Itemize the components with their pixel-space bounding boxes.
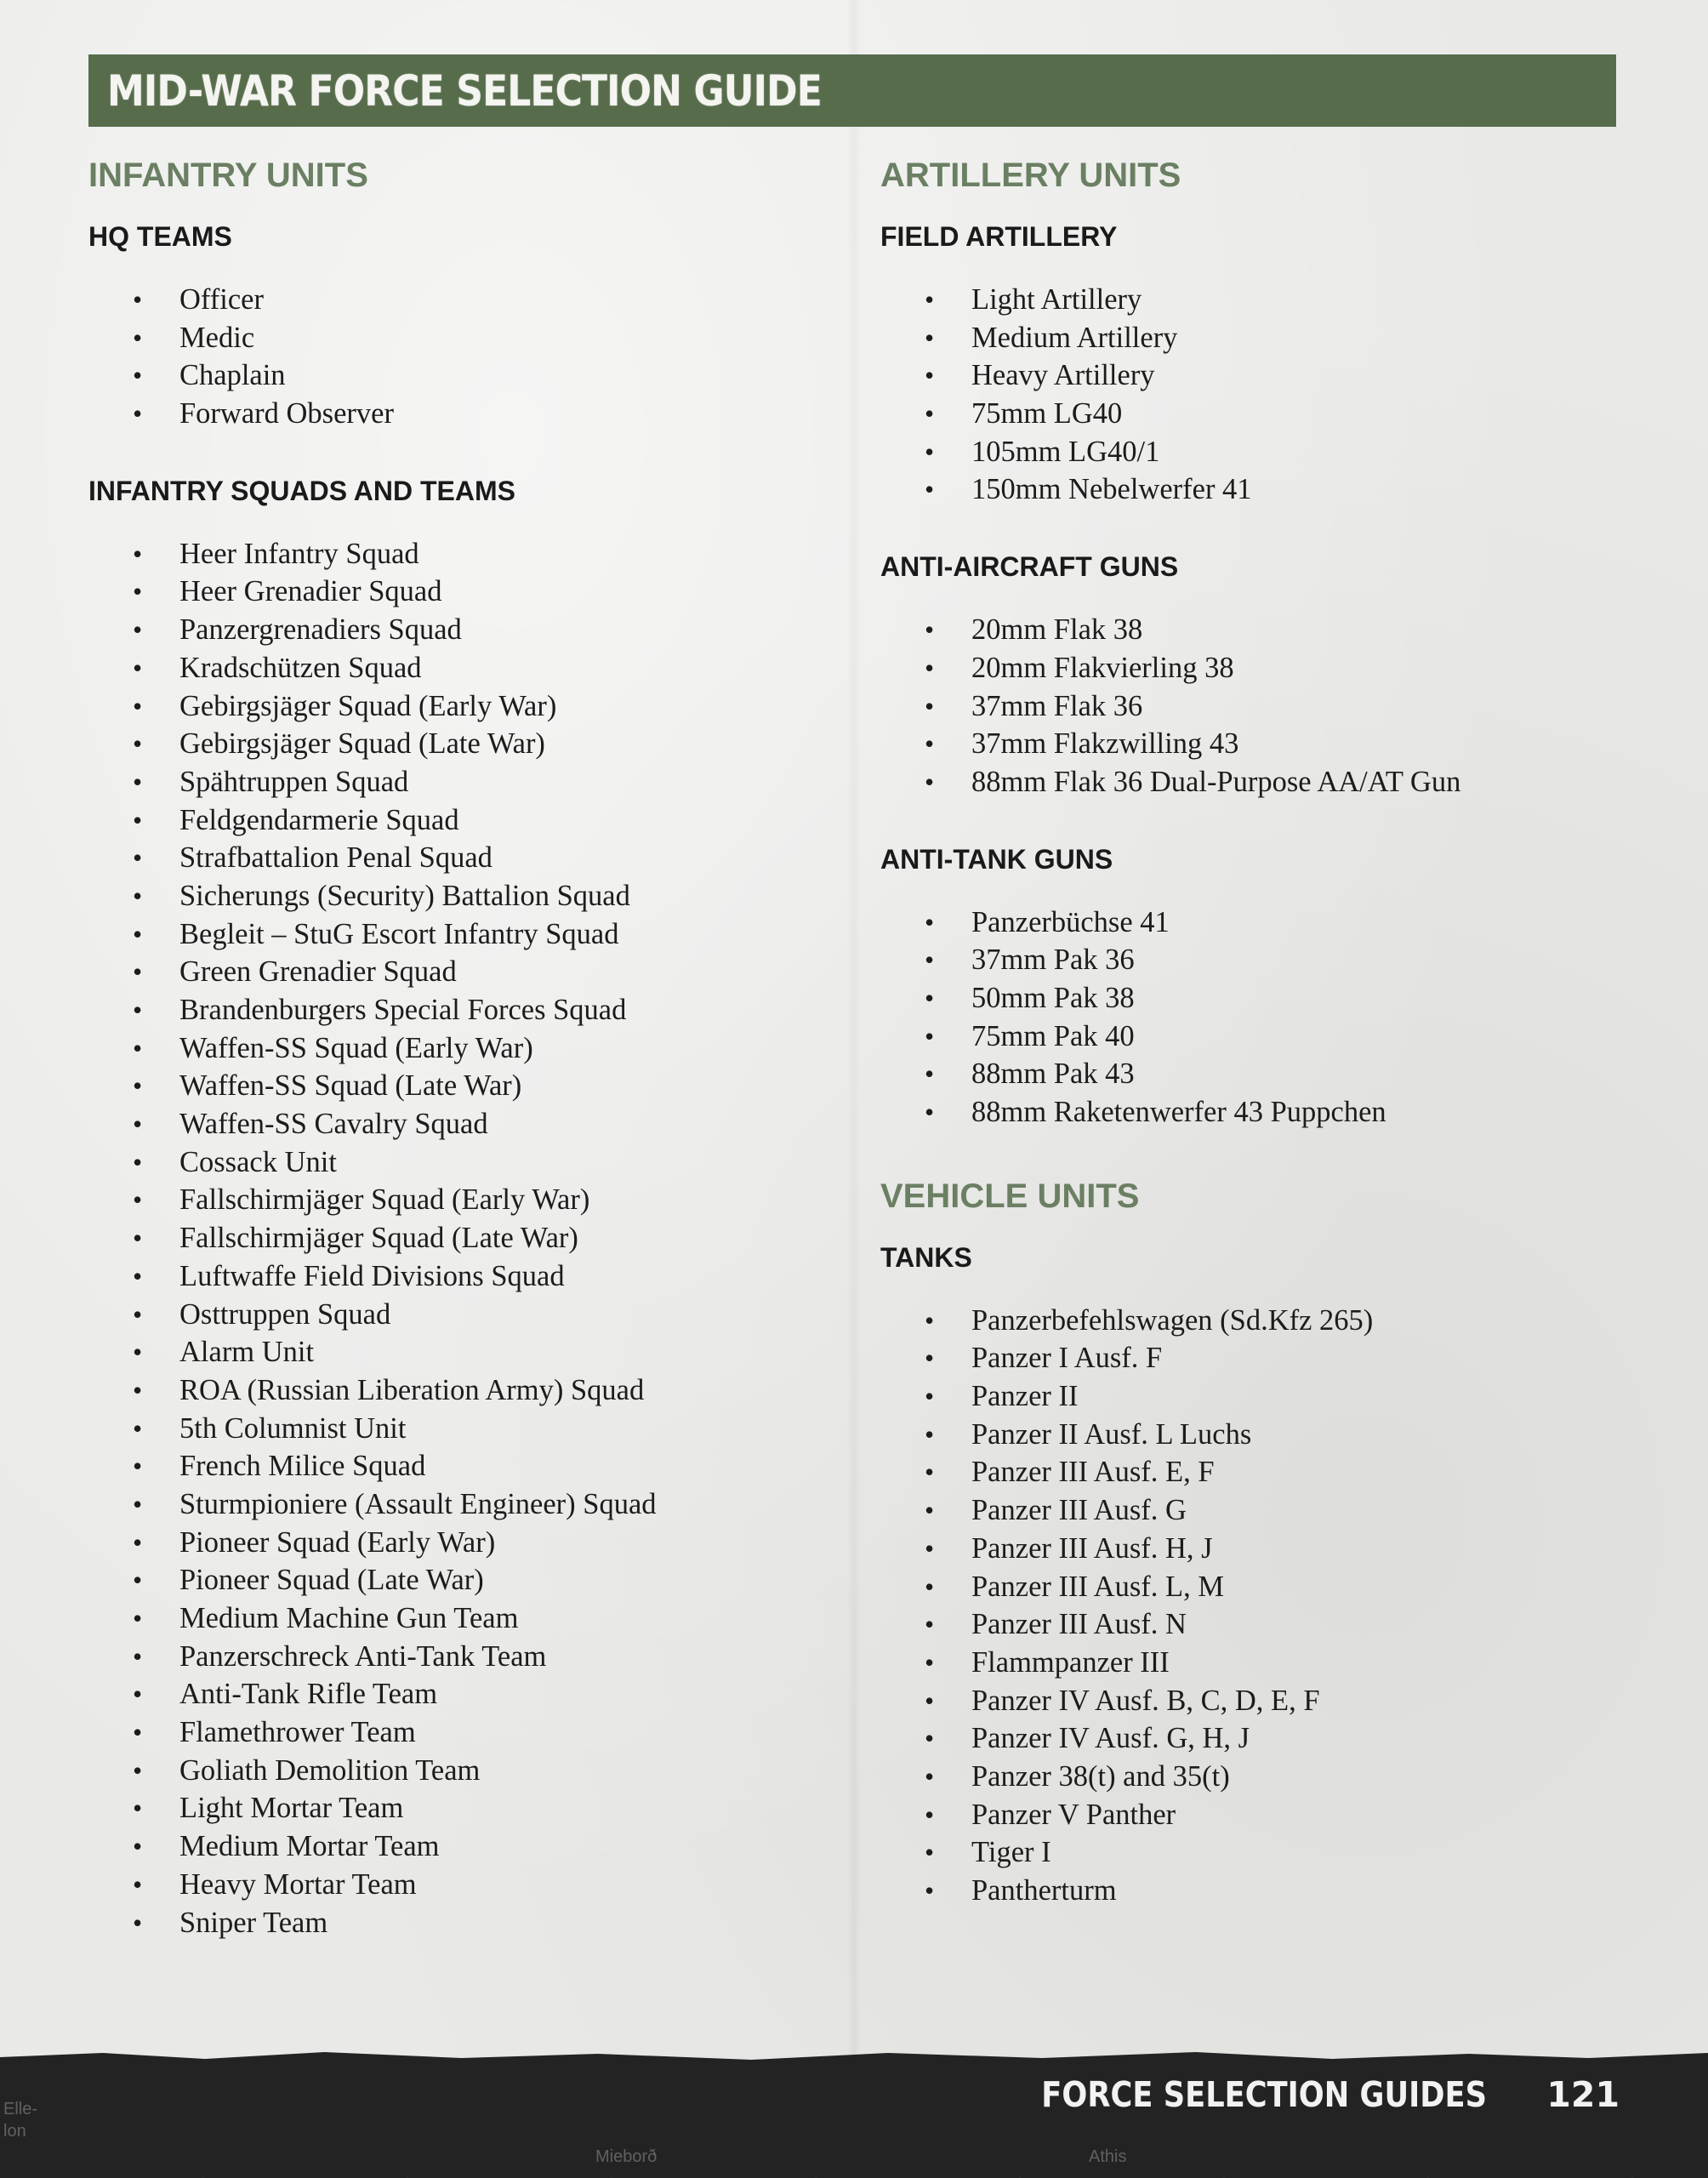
list-item: • Panzer IV Ausf. G, H, J — [880, 1719, 1646, 1758]
list-item: • 150mm Nebelwerfer 41 — [880, 470, 1646, 509]
list-item: • 88mm Raketenwerfer 43 Puppchen — [880, 1093, 1646, 1132]
list-item: • Heavy Artillery — [880, 356, 1646, 395]
list-item: • 88mm Flak 36 Dual-Purpose AA/AT Gun — [880, 763, 1646, 801]
list-item: • Pioneer Squad (Early War) — [88, 1524, 820, 1562]
list-item: • Flamethrower Team — [88, 1713, 820, 1752]
list-item: • French Milice Squad — [88, 1447, 820, 1485]
hq-teams-list — [88, 281, 820, 433]
list-item: • Green Grenadier Squad — [88, 953, 820, 991]
list-item: • 75mm LG40 — [880, 395, 1646, 433]
infantry-squads-heading: INFANTRY SQUADS AND TEAMS — [88, 475, 515, 506]
page-title-bar — [88, 54, 1616, 127]
list-item: • 50mm Pak 38 — [880, 979, 1646, 1018]
artillery-units-heading: ARTILLERY UNITS — [880, 157, 1181, 194]
list-item: • Panzerbefehlswagen (Sd.Kfz 265) — [880, 1302, 1646, 1340]
list-item: • Sturmpioniere (Assault Engineer) Squad — [88, 1485, 820, 1524]
anti-tank-list — [880, 904, 1646, 1132]
page-title: MID-WAR FORCE SELECTION GUIDE — [107, 66, 822, 116]
list-item: • Waffen-SS Squad (Early War) — [88, 1029, 820, 1068]
list-item: • 5th Columnist Unit — [88, 1410, 820, 1448]
vehicle-units-heading: VEHICLE UNITS — [880, 1177, 1140, 1215]
list-item: • Osttruppen Squad — [88, 1296, 820, 1334]
tanks-heading: TANKS — [880, 1241, 972, 1273]
field-artillery-heading: FIELD ARTILLERY — [880, 221, 1118, 252]
list-item: • Brandenburgers Special Forces Squad — [88, 991, 820, 1029]
list-item: • Gebirgsjäger Squad (Late War) — [88, 725, 820, 763]
field-artillery-list — [880, 281, 1646, 509]
list-item: • Medium Artillery — [880, 319, 1646, 357]
list-item: • Feldgendarmerie Squad — [88, 801, 820, 840]
list-item: • Luftwaffe Field Divisions Squad — [88, 1257, 820, 1296]
tanks-list — [880, 1302, 1646, 1910]
list-item: • Flammpanzer III — [880, 1644, 1646, 1682]
map-label: Mieborð — [595, 2147, 658, 2166]
anti-aircraft-list — [880, 611, 1646, 801]
list-item: • Medic — [88, 319, 820, 357]
list-item: • Panzer III Ausf. E, F — [880, 1453, 1646, 1491]
list-item: • Panzer 38(t) and 35(t) — [880, 1758, 1646, 1796]
map-label: lon — [3, 2122, 26, 2141]
list-item: • Panzer II — [880, 1377, 1646, 1416]
list-item: • Chaplain — [88, 356, 820, 395]
footer-section-title: FORCE SELECTION GUIDES — [1041, 2074, 1488, 2115]
list-item: • Alarm Unit — [88, 1333, 820, 1371]
list-item: • 37mm Pak 36 — [880, 941, 1646, 979]
list-item: • Medium Machine Gun Team — [88, 1599, 820, 1638]
list-item: • ROA (Russian Liberation Army) Squad — [88, 1371, 820, 1410]
list-item: • Gebirgsjäger Squad (Early War) — [88, 687, 820, 726]
list-item: • Panzer III Ausf. G — [880, 1491, 1646, 1530]
infantry-units-heading: INFANTRY UNITS — [88, 157, 368, 194]
list-item: • Panzer IV Ausf. B, C, D, E, F — [880, 1682, 1646, 1720]
list-item: • Heavy Mortar Team — [88, 1866, 820, 1904]
hq-teams-heading: HQ TEAMS — [88, 221, 232, 252]
anti-tank-heading: ANTI-TANK GUNS — [880, 843, 1113, 875]
infantry-squads-list — [88, 535, 820, 1941]
list-item: • Panzergrenadiers Squad — [88, 611, 820, 649]
list-item: • Pioneer Squad (Late War) — [88, 1561, 820, 1599]
list-item: • Anti-Tank Rifle Team — [88, 1675, 820, 1713]
list-item: • Heer Grenadier Squad — [88, 573, 820, 611]
list-item: • Kradschützen Squad — [88, 649, 820, 687]
list-item: • Waffen-SS Squad (Late War) — [88, 1067, 820, 1105]
list-item: • Panzer II Ausf. L Luchs — [880, 1416, 1646, 1454]
list-item: • Panzer V Panther — [880, 1796, 1646, 1834]
list-item: • Spähtruppen Squad — [88, 763, 820, 801]
list-item: • Panzer III Ausf. L, M — [880, 1568, 1646, 1606]
list-item: • 88mm Pak 43 — [880, 1055, 1646, 1093]
list-item: • Goliath Demolition Team — [88, 1752, 820, 1790]
list-item: • Tiger I — [880, 1833, 1646, 1872]
list-item: • Sniper Team — [88, 1904, 820, 1942]
list-item: • Waffen-SS Cavalry Squad — [88, 1105, 820, 1143]
map-label: Elle- — [3, 2100, 38, 2118]
list-item: • Heer Infantry Squad — [88, 535, 820, 573]
list-item: • Forward Observer — [88, 395, 820, 433]
list-item: • 105mm LG40/1 — [880, 433, 1646, 471]
list-item: • Begleit – StuG Escort Infantry Squad — [88, 915, 820, 954]
list-item: • Panzer III Ausf. N — [880, 1605, 1646, 1644]
list-item: • Fallschirmjäger Squad (Early War) — [88, 1181, 820, 1219]
list-item: • Pantherturm — [880, 1872, 1646, 1910]
list-item: • Panzerbüchse 41 — [880, 904, 1646, 942]
list-item: • 20mm Flak 38 — [880, 611, 1646, 649]
page-number: 121 — [1546, 2074, 1620, 2115]
list-item: • Sicherungs (Security) Battalion Squad — [88, 877, 820, 915]
infantry-column — [88, 153, 820, 1941]
anti-aircraft-heading: ANTI-AIRCRAFT GUNS — [880, 551, 1179, 583]
list-item: • Cossack Unit — [88, 1143, 820, 1182]
list-item: • Light Mortar Team — [88, 1789, 820, 1827]
list-item: • Fallschirmjäger Squad (Late War) — [88, 1219, 820, 1257]
list-item: • Panzer III Ausf. H, J — [880, 1530, 1646, 1568]
list-item: • Medium Mortar Team — [88, 1827, 820, 1866]
list-item: • Panzer I Ausf. F — [880, 1339, 1646, 1377]
list-item: • Strafbattalion Penal Squad — [88, 839, 820, 877]
list-item: • 75mm Pak 40 — [880, 1018, 1646, 1056]
list-item: • 20mm Flakvierling 38 — [880, 649, 1646, 687]
footer-text — [969, 2069, 1620, 2120]
artillery-vehicle-column — [880, 153, 1646, 1910]
list-item: • 37mm Flak 36 — [880, 687, 1646, 726]
list-item: • Light Artillery — [880, 281, 1646, 319]
map-label: Athis — [1089, 2147, 1127, 2166]
list-item: • 37mm Flakzwilling 43 — [880, 725, 1646, 763]
list-item: • Officer — [88, 281, 820, 319]
list-item: • Panzerschreck Anti-Tank Team — [88, 1638, 820, 1676]
